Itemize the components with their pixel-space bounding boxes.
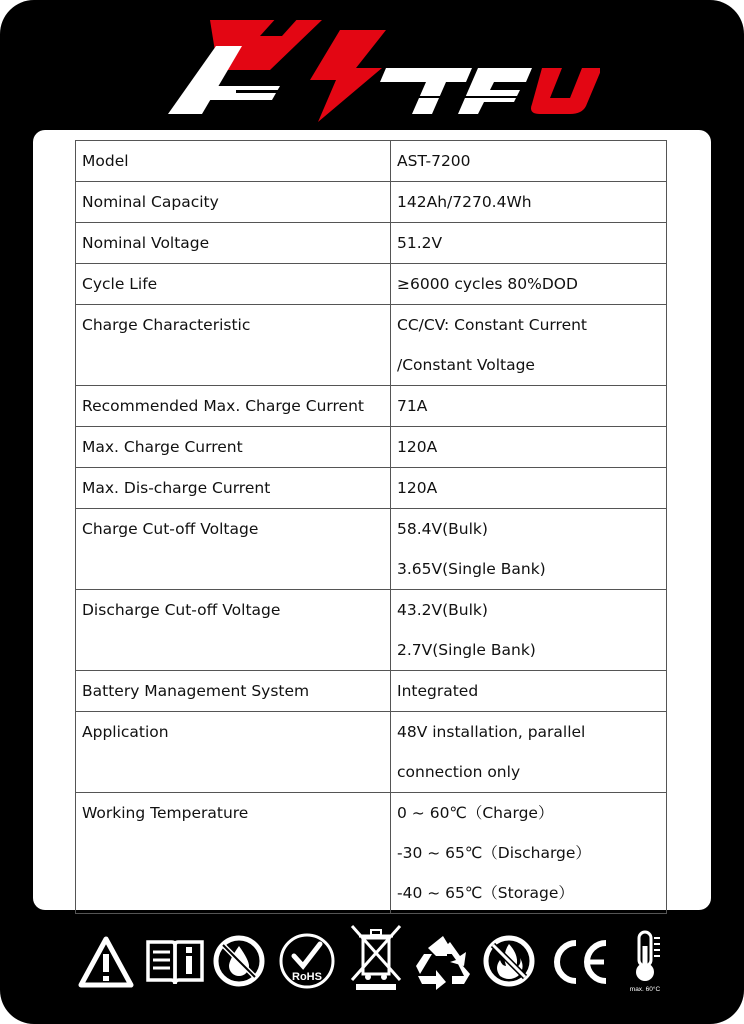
spec-value-line: 51.2V <box>397 234 443 252</box>
spec-label: Cycle Life <box>76 264 391 305</box>
ce-mark-icon <box>550 938 610 986</box>
spec-value-line: 142Ah/7270.4Wh <box>397 193 532 211</box>
spec-value-line: 120A <box>397 479 438 497</box>
spec-row <box>76 223 667 264</box>
spec-row <box>76 182 667 223</box>
certification-icons <box>72 916 672 1006</box>
spec-label: Model <box>76 141 391 182</box>
rohs-text: RoHS <box>292 971 322 983</box>
spec-value <box>391 427 667 468</box>
no-fire-icon <box>482 934 536 988</box>
spec-value-line: 58.4V(Bulk) <box>397 520 488 538</box>
warning-icon <box>78 936 134 988</box>
spec-value-line: connection only <box>397 763 521 781</box>
spec-value-line: /Constant Voltage <box>397 356 535 374</box>
spec-label: Application <box>76 712 391 793</box>
spec-row <box>76 141 667 182</box>
thermo-label: max. 60°C <box>629 986 661 993</box>
spec-value <box>391 509 667 590</box>
spec-value-line: ≥6000 cycles 80%DOD <box>397 275 578 293</box>
spec-value <box>391 182 667 223</box>
spec-value <box>391 590 667 671</box>
spec-value <box>391 712 667 793</box>
no-trash-icon <box>348 920 404 994</box>
spec-row <box>76 468 667 509</box>
spec-row <box>76 386 667 427</box>
spec-label: Max. Charge Current <box>76 427 391 468</box>
spec-label: Nominal Capacity <box>76 182 391 223</box>
spec-value-line: 0 ~ 60℃（Charge） <box>397 804 554 822</box>
spec-value <box>391 141 667 182</box>
spec-value-line: -40 ~ 65℃（Storage） <box>397 884 574 902</box>
spec-value-line: CC/CV: Constant Current <box>397 316 588 334</box>
spec-value-line: Integrated <box>397 682 479 700</box>
spec-value-line: -30 ~ 65℃（Discharge） <box>397 844 591 862</box>
manual-icon <box>144 934 206 988</box>
brand-logo <box>150 6 600 124</box>
spec-row <box>76 590 667 671</box>
spec-value-line: 2.7V(Single Bank) <box>397 641 536 659</box>
spec-value <box>391 305 667 386</box>
spec-row <box>76 671 667 712</box>
thermometer-icon <box>626 928 670 994</box>
spec-value-line: 43.2V(Bulk) <box>397 601 488 619</box>
spec-row <box>76 264 667 305</box>
spec-value-line: 71A <box>397 397 428 415</box>
spec-table <box>75 140 667 914</box>
spec-value-line: 120A <box>397 438 438 456</box>
spec-label: Working Temperature <box>76 793 391 914</box>
spec-value <box>391 468 667 509</box>
recycle-icon <box>414 934 472 990</box>
spec-row <box>76 793 667 914</box>
spec-label: Charge Cut-off Voltage <box>76 509 391 590</box>
spec-label: Nominal Voltage <box>76 223 391 264</box>
spec-value <box>391 386 667 427</box>
spec-label: Charge Characteristic <box>76 305 391 386</box>
spec-value <box>391 264 667 305</box>
spec-value-line: AST-7200 <box>397 152 471 170</box>
spec-value <box>391 793 667 914</box>
spec-label: Max. Dis-charge Current <box>76 468 391 509</box>
spec-value <box>391 671 667 712</box>
no-water-icon <box>212 934 266 988</box>
rohs-icon <box>278 932 336 990</box>
spec-label: Battery Management System <box>76 671 391 712</box>
spec-value-line: 48V installation, parallel <box>397 723 586 741</box>
spec-value <box>391 223 667 264</box>
spec-row <box>76 427 667 468</box>
spec-row <box>76 712 667 793</box>
spec-label: Recommended Max. Charge Current <box>76 386 391 427</box>
spec-row <box>76 305 667 386</box>
spec-value-line: 3.65V(Single Bank) <box>397 560 546 578</box>
spec-row <box>76 509 667 590</box>
spec-panel <box>33 130 711 910</box>
spec-label: Discharge Cut-off Voltage <box>76 590 391 671</box>
